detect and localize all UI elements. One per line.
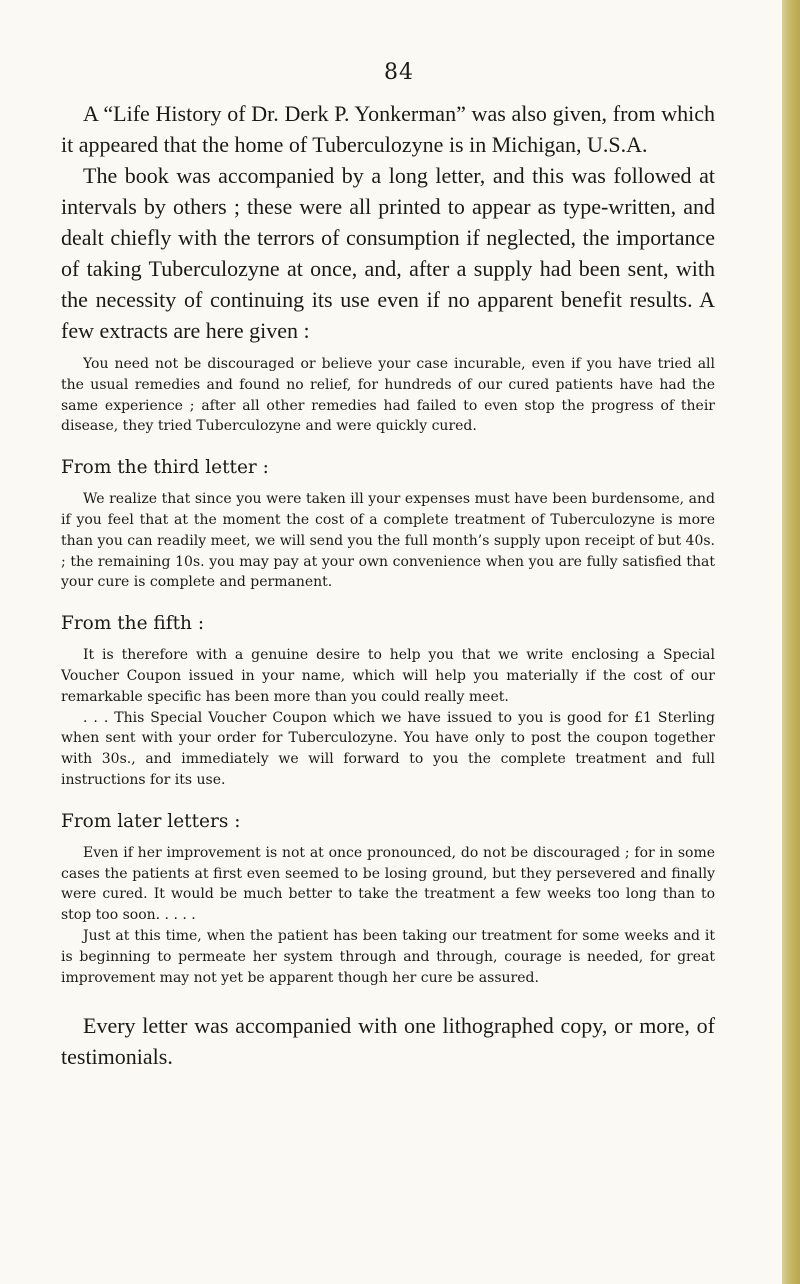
page-text [61,98,715,1072]
heading-later-letters: From later letters : [61,810,241,832]
quote-later-letters-part2: Just at this time, when the patient has been taking our treatment for some weeks and it is beginning to permeate her system through and through, courage is needed, for great improvement may not yet be apparent though her cure be assured. [61,927,715,986]
paragraph-testimonials: Every letter was accompanied with one lithographed copy, or more, of testimonials. [61,1013,715,1070]
paragraph-book-letters: The book was accompanied by a long letter, and this was followed at intervals by others ; these were all printed to appear as type-written, and dealt chiefly with the terrors of consumption if neglected, the importance of taking Tuberculozyne at once, and, after a supply had been sent, with the necessity of continuing its use even if no apparent benefit results. A few extracts are here given : [61,163,715,343]
heading-fifth-letter: From the fifth : [61,613,205,635]
page-number: 84 [384,60,414,85]
quote-later-letters-part1: Even if her improvement is not at once pronounced, do not be discouraged ; for in some cases the patients at first even seemed to be losing ground, but they persevered and finally were cured. It would be much better to take the treatment a few weeks too long than to stop too soon. . . . . [61,844,715,924]
quote-fifth-letter-part2: . . . This Special Voucher Coupon which we have issued to you is good for £1 Sterling when sent with your order for Tuberculozyne. You have only to post the coupon together with 30s., and immediately we will forward to you the complete treatment and full instructions for its use. [61,709,715,788]
paragraph-life-history: A “Life History of Dr. Derk P. Yonkerman” was also given, from which it appeared that the home of Tuberculozyne is in Michigan, U.S.A. [61,101,715,157]
page-edge [782,0,800,1284]
heading-third-letter: From the third letter : [61,457,269,479]
quote-fifth-letter-part1: It is therefore with a genuine desire to help you that we write enclosing a Special Voucher Coupon issued in your name, which will help you materially if the cost of our remarkable specific has been more than you could really meet. [61,647,715,705]
quote-first-letter: You need not be discouraged or believe your case incurable, even if you have tried all the usual remedies and found no relief, for hundreds of our cured patients have had the same experience ; after all other remedies had failed to even stop the progress of their disease, they tried Tuberculozyne and were quickly cured. [61,356,715,435]
quote-third-letter: We realize that since you were taken ill your expenses must have been burdensome, and if you feel that at the moment the cost of a complete treatment of Tuberculozyne is more than you can readily meet, we will send you the full month’s supply upon receipt of but 40s. ; the remaining 10s. you may pay at your own convenience when you are fully satisfied that your cure is complete and permanent. [61,491,715,591]
